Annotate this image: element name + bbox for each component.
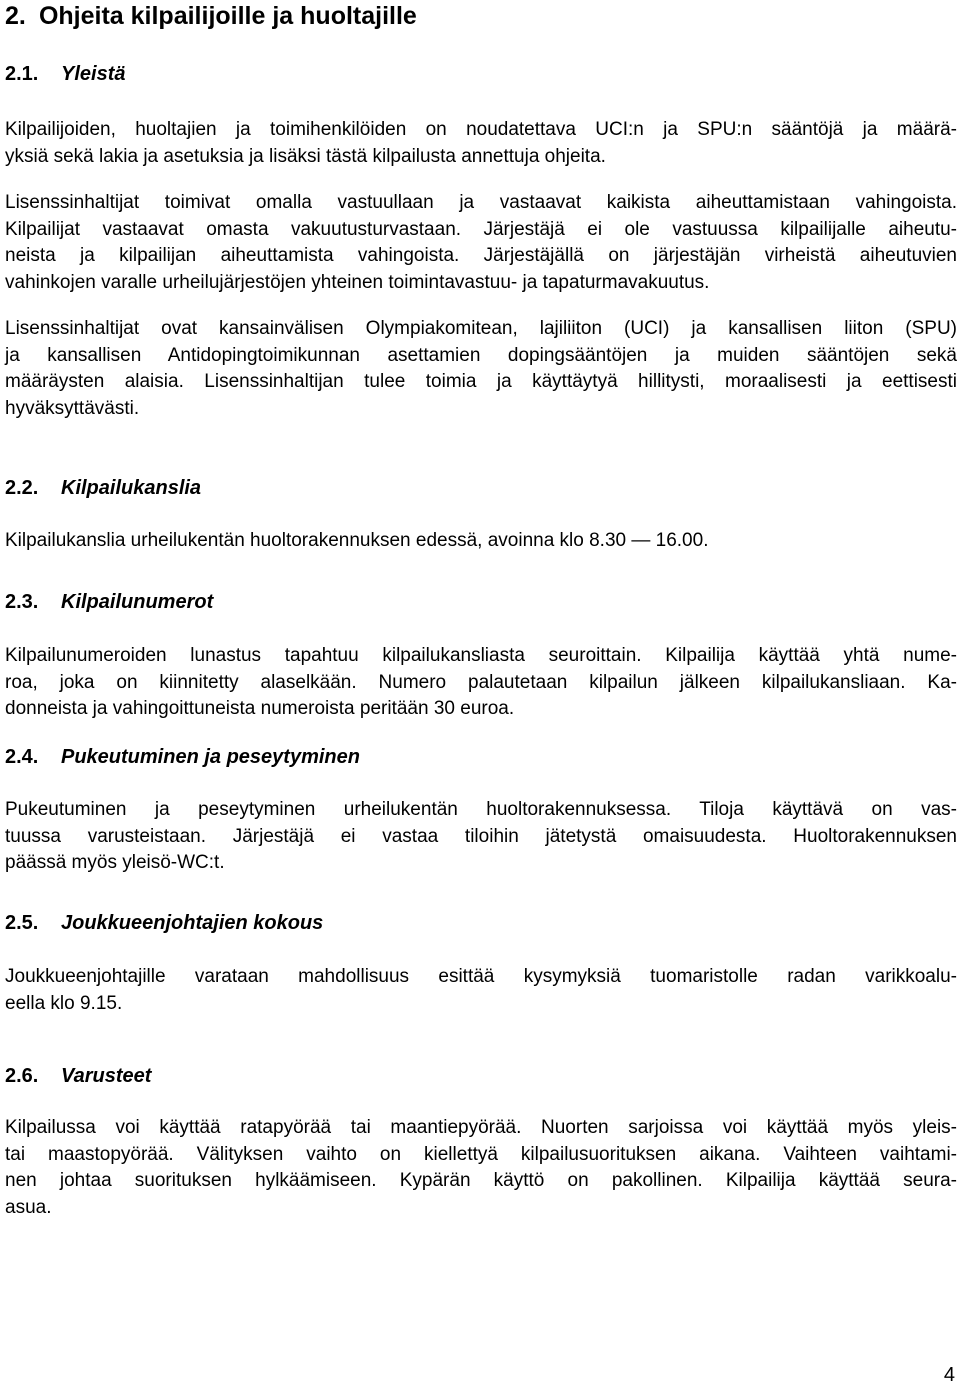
text-line: Kilpailunumeroiden lunastus tapahtuu kilpailukansliasta seuroittain. Kilpailija käyttää yhtä nume-: [5, 645, 957, 666]
section-title: Varusteet: [61, 1065, 152, 1087]
text-line: yksiä sekä lakia ja asetuksia ja lisäksi tästä kilpailusta annettuja ohjeita.: [5, 145, 606, 167]
text-line: neista ja kilpailijan aiheuttamista vahingoista. Järjestäjällä on järjestäjän virheistä aiheutuvien: [5, 245, 957, 267]
section-heading-kilpailunumerot: [5, 591, 213, 614]
text-line: Kilpailijat vastaavat omasta vakuutusturvastaan. Järjestäjä ei ole vastuussa kilpailijalle aiheutu-: [5, 218, 957, 240]
section-number: 2.6.: [5, 1065, 39, 1087]
paragraph-pukeutuminen: [5, 797, 957, 877]
main-heading: [5, 2, 417, 31]
text-line: Lisenssinhaltijat toimivat omalla vastuullaan ja vastaavat kaikista aiheuttamistaan vahingoista.: [5, 192, 957, 213]
section-number: 2.1.: [5, 63, 39, 85]
text-line: Kilpailukanslia urheilukentän huoltorakennuksen edessä, avoinna klo 8.30 — 16.00.: [5, 530, 709, 551]
paragraph-rules: [5, 117, 957, 170]
text-line: ja kansallisen Antidopingtoimikunnan asettamien dopingsääntöjen ja muiden sääntöjen sekä: [5, 344, 957, 366]
text-line: asua.: [5, 1196, 52, 1218]
section-heading-pukeutuminen: [5, 746, 360, 769]
section-title: Pukeutuminen ja peseytyminen: [61, 746, 360, 768]
section-number: 2.3.: [5, 591, 39, 613]
section-heading-kilpailukanslia: [5, 477, 201, 500]
text-line: roa, joka on kiinnitetty alaselkään. Numero palautetaan kilpailun jälkeen kilpailukansliaan. Ka-: [5, 671, 957, 693]
section-title: Kilpailunumerot: [61, 591, 214, 613]
text-line: nen johtaa suorituksen hylkäämiseen. Kypärän käyttö on pakollinen. Kilpailija käyttää seura-: [5, 1170, 957, 1192]
section-heading-varusteet: [5, 1065, 151, 1088]
section-heading-kokous: [5, 912, 323, 935]
section-number: 2.2.: [5, 477, 39, 499]
text-line: Pukeutuminen ja peseytyminen urheilukentän huoltorakennuksessa. Tiloja käyttävä on vas-: [5, 799, 957, 820]
page-number: 4: [943, 1364, 955, 1386]
text-line: määräysten alaisia. Lisenssinhaltijan tulee toimia ja käyttäytyä hillitysti, moraalisesti ja eettisesti: [5, 371, 957, 393]
section-title: Yleistä: [61, 63, 126, 85]
text-line: Joukkueenjohtajille varataan mahdollisuus esittää kysymyksiä tuomaristolle radan varikkoalu-: [5, 966, 957, 987]
section-heading-yleista: [5, 63, 125, 86]
text-line: hyväksyttävästi.: [5, 397, 140, 419]
text-line: Kilpailussa voi käyttää ratapyörää tai maantiepyörää. Nuorten sarjoissa voi käyttää myös yleis-: [5, 1117, 957, 1138]
text-line: Kilpailijoiden, huoltajien ja toimihenkilöiden on noudatettava UCI:n ja SPU:n sääntöjä ja määrä-: [5, 119, 957, 140]
section-title: Kilpailukanslia: [61, 477, 202, 499]
section-number: 2.5.: [5, 912, 39, 934]
text-line: donneista ja vahingoittuneista numeroista peritään 30 euroa.: [5, 698, 515, 720]
paragraph-numerot: [5, 643, 957, 723]
text-line: vahinkojen varalle urheilujärjestöjen yhteinen toimintavastuu- ja tapaturmavakuutus.: [5, 271, 710, 293]
text-line: eella klo 9.15.: [5, 992, 123, 1014]
paragraph-liability: [5, 190, 957, 296]
paragraph-doping: [5, 316, 957, 422]
text-line: tai maastopyörää. Välityksen vaihto on kiellettyä kilpailusuorituksen aikana. Vaihteen vaihtami-: [5, 1143, 957, 1165]
paragraph-kokous: [5, 964, 957, 1017]
paragraph-kanslia: [5, 528, 957, 555]
main-heading-title: Ohjeita kilpailijoille ja huoltajille: [38, 2, 417, 30]
section-number: 2.4.: [5, 746, 39, 768]
text-line: tuussa varusteistaan. Järjestäjä ei vastaa tiloihin jätetystä omaisuudesta. Huoltorakennuksen: [5, 825, 957, 847]
section-title: Joukkueenjohtajien kokous: [61, 912, 324, 934]
text-line: päässä myös yleisö-WC:t.: [5, 852, 225, 874]
paragraph-varusteet: [5, 1115, 957, 1221]
main-heading-number: 2.: [5, 2, 26, 30]
text-line: Lisenssinhaltijat ovat kansainvälisen Olympiakomitean, lajiliiton (UCI) ja kansallisen liiton (SPU): [5, 318, 957, 339]
